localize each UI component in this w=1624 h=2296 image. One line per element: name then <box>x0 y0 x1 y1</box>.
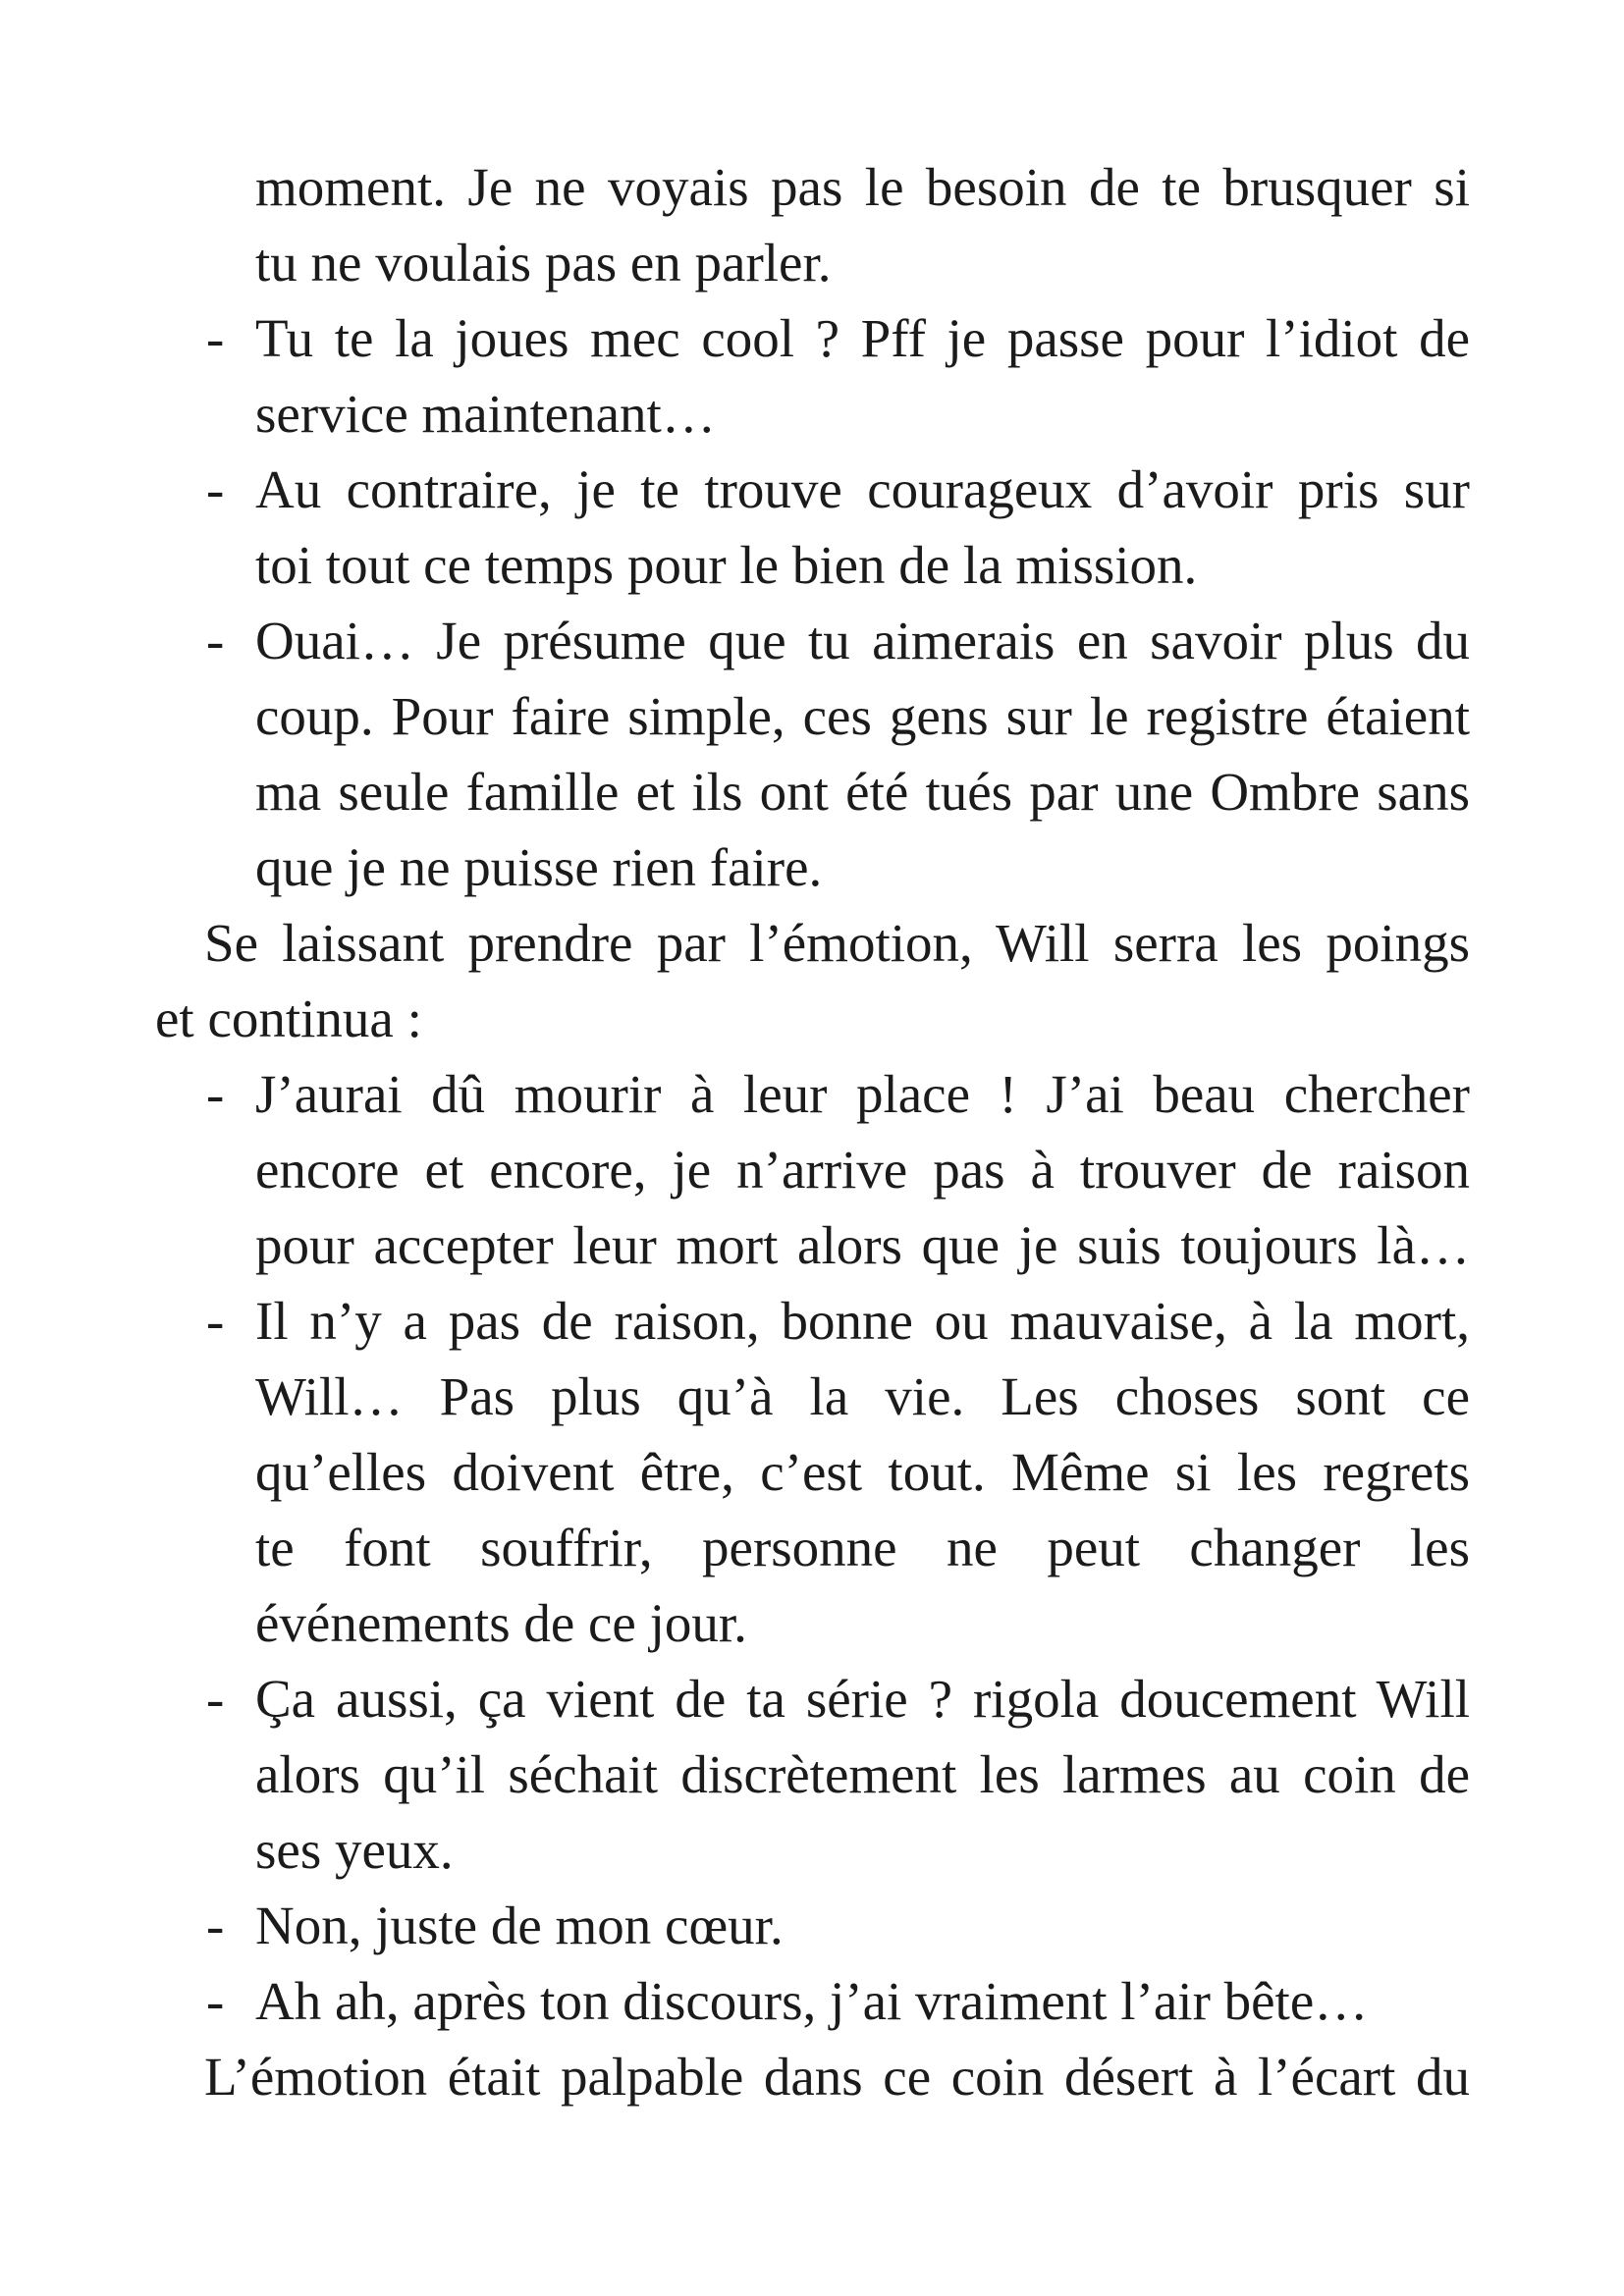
text-line: ma seule famille et ils ont été tués par une Ombre sans <box>255 762 1470 822</box>
text-line: coup. Pour faire simple, ces gens sur le registre étaient <box>255 686 1470 746</box>
paragraph-dialogue <box>155 1283 1470 1661</box>
dialogue-dash-marker: - <box>206 1669 225 1729</box>
paragraph-continuation <box>155 149 1470 300</box>
paragraph-dialogue <box>155 1963 1470 2039</box>
dialogue-dash-marker: - <box>206 1291 225 1351</box>
text-line: tu ne voulais pas en parler. <box>255 233 832 293</box>
text-line: encore et encore, je n’arrive pas à trouver de raison <box>255 1140 1470 1200</box>
dialogue-dash-marker: - <box>206 1971 225 2031</box>
text-line: L’émotion était palpable dans ce coin désert à l’écart du <box>204 2047 1470 2107</box>
text-line: - Ah ah, après ton discours, j’ai vraiment l’air bête… <box>155 1963 1470 2039</box>
paragraph-narrative <box>155 905 1470 1056</box>
text-line: Will… Pas plus qu’à la vie. Les choses sont ce <box>255 1366 1470 1426</box>
dialogue-dash-marker: - <box>206 308 225 368</box>
text-line: - Ouai… Je présume que tu aimerais en savoir plus du <box>155 603 1470 678</box>
text-line: - J’aurai dû mourir à leur place ! J’ai beau chercher <box>155 1056 1470 1132</box>
text-line: moment. Je ne voyais pas le besoin de te brusquer si <box>255 157 1470 217</box>
paragraph-dialogue <box>155 452 1470 603</box>
paragraph-dialogue <box>155 1888 1470 1963</box>
text-line: - Tu te la joues mec cool ? Pff je passe pour l’idiot de <box>155 300 1470 376</box>
text-line: te font souffrir, personne ne peut changer les <box>255 1518 1470 1577</box>
text-line: qu’elles doivent être, c’est tout. Même si les regrets <box>255 1442 1470 1502</box>
dialogue-dash-marker: - <box>206 1896 225 1955</box>
paragraph-narrative <box>155 2039 1470 2114</box>
paragraph-dialogue <box>155 300 1470 452</box>
dialogue-dash-marker: - <box>206 459 225 519</box>
text-line: ses yeux. <box>255 1820 454 1880</box>
text-line: Se laissant prendre par l’émotion, Will serra les poings <box>204 913 1470 973</box>
paragraph-dialogue <box>155 603 1470 905</box>
text-line: - Ça aussi, ça vient de ta série ? rigola doucement Will <box>155 1661 1470 1736</box>
text-line: - Il n’y a pas de raison, bonne ou mauvaise, à la mort, <box>155 1283 1470 1359</box>
text-line: pour accepter leur mort alors que je suis toujours là… <box>255 1215 1470 1275</box>
dialogue-dash-marker: - <box>206 611 225 670</box>
text-line: et continua : <box>155 988 422 1048</box>
text-line: événements de ce jour. <box>255 1593 747 1653</box>
text-line: alors qu’il séchait discrètement les larmes au coin de <box>255 1744 1470 1804</box>
text-line: - Au contraire, je te trouve courageux d’avoir pris sur <box>155 452 1470 527</box>
paragraph-dialogue <box>155 1056 1470 1283</box>
text-line: - Non, juste de mon cœur. <box>155 1888 1470 1963</box>
dialogue-dash-marker: - <box>206 1064 225 1124</box>
text-line: toi tout ce temps pour le bien de la mission. <box>255 535 1198 595</box>
page-text <box>155 149 1470 2114</box>
text-line: service maintenant… <box>255 384 716 444</box>
text-line: que je ne puisse rien faire. <box>255 837 823 897</box>
paragraph-dialogue <box>155 1661 1470 1888</box>
